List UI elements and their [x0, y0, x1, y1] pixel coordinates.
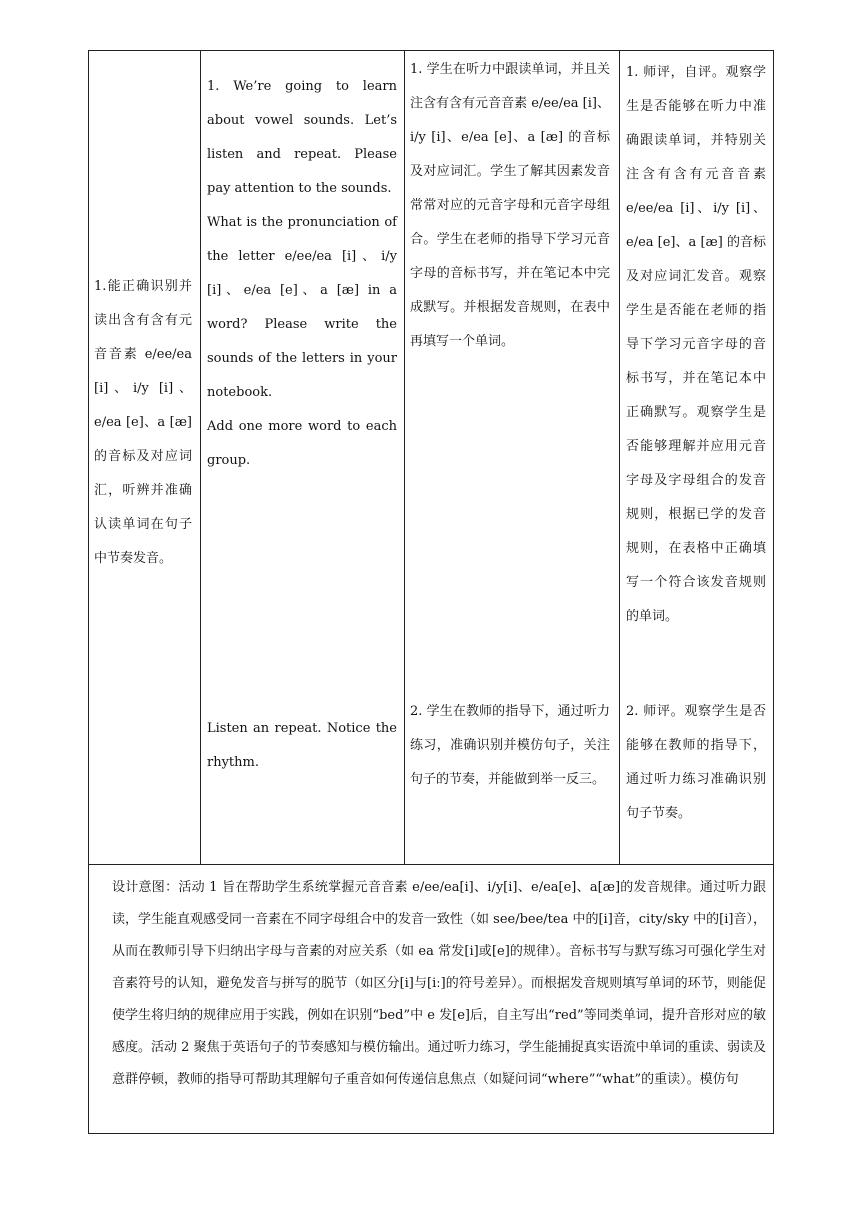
activity1-assessment-cell	[626, 56, 766, 634]
activity2-teacher-cell	[207, 712, 397, 780]
activity2-teacher-text: Listen an repeat. Notice the rhythm.	[207, 721, 397, 770]
activity1-teacher-line-2: What is the pronunciation of the letter e/ee/ea [i]、i/y [i]、e/ea [e]、a [æ] in a word? Please write the sounds of the letters in your notebook.	[207, 215, 397, 400]
activity2-assessment-cell	[626, 695, 766, 831]
activity2-assessment-text: 2. 师评。观察学生是否能够在教师的指导下，通过听力练习准确识别句子节奏。	[626, 704, 766, 821]
row-divider	[89, 864, 773, 865]
activity1-student-cell	[410, 53, 610, 359]
objective-cell	[94, 270, 192, 576]
activity1-assessment-text: 1. 师评，自评。观察学生是否能够在听力中准确跟读单词，并特别关注含有含有元音音素 e/ee/ea [i]、i/y [i]、e/ea [e]、a [æ] 的音标及对应词汇发音。观察学生是否能在老师的指导下学习元音字母的音标书写，并在笔记本中正确默写。观察学生是否能够理解并应用元音字母及字母组合的发音规则，根据已学的发音规则，在表格中正确填写一个符合该发音规则的单词。	[626, 65, 766, 624]
activity1-teacher-cell	[207, 70, 397, 478]
activity2-student-cell	[410, 695, 610, 797]
design-intent-paragraph	[112, 872, 766, 1096]
design-intent-text: 设计意图：活动 1 旨在帮助学生系统掌握元音音素 e/ee/ea[i]、i/y[i]、e/ea[e]、a[æ]的发音规律。通过听力跟读，学生能直观感受同一音素在不同字母组合中的发音一致性（如 see/bee/tea 中的[i]音，city/sky 中的[i]音），从而在教师引导下归纳出字母与音素的对应关系（如 ea 常发[i]或[e]的规律）。音标书写与默写练习可强化学生对音素符号的认知，避免发音与拼写的脱节（如区分[i]与[iː]的符号差异）。而根据发音规则填写单词的环节，则能促使学生将归纳的规律应用于实践，例如在识别“bed”中 e 发[e]后，自主写出“red”等同类单词，提升音形对应的敏感度。活动 2 聚焦于英语句子的节奏感知与模仿输出。通过听力练习，学生能捕捉真实语流中单词的重读、弱读及意群停顿，教师的指导可帮助其理解句子重音如何传递信息焦点（如疑问词“where”“what”的重读）。模仿句	[112, 880, 766, 1087]
column-divider	[200, 51, 201, 864]
objective-text: 1.能正确识别并读出含有含有元音音素 e/ee/ea [i]、i/y [i]、e/ea [e]、a [æ] 的音标及对应词汇，听辨并准确认读单词在句子中节奏发音。	[94, 279, 192, 566]
column-divider	[619, 51, 620, 864]
activity1-teacher-line-1: 1. We’re going to learn about vowel sounds. Let’s listen and repeat. Please pay attention to the sounds.	[207, 79, 397, 196]
activity1-teacher-line-3: Add one more word to each group.	[207, 419, 397, 468]
activity1-student-text: 1. 学生在听力中跟读单词，并且关注含有含有元音音素 e/ee/ea [i]、i/y [i]、e/ea [e]、a [æ] 的音标及对应词汇。学生了解其因素发音常常对应的元音字母和元音字母组合。学生在老师的指导下学习元音字母的音标书写，并在笔记本中完成默写。并根据发音规则，在表中再填写一个单词。	[410, 62, 610, 349]
activity2-student-text: 2. 学生在教师的指导下，通过听力练习，准确识别并模仿句子，关注句子的节奏，并能做到举一反三。	[410, 704, 610, 787]
column-divider	[404, 51, 405, 864]
